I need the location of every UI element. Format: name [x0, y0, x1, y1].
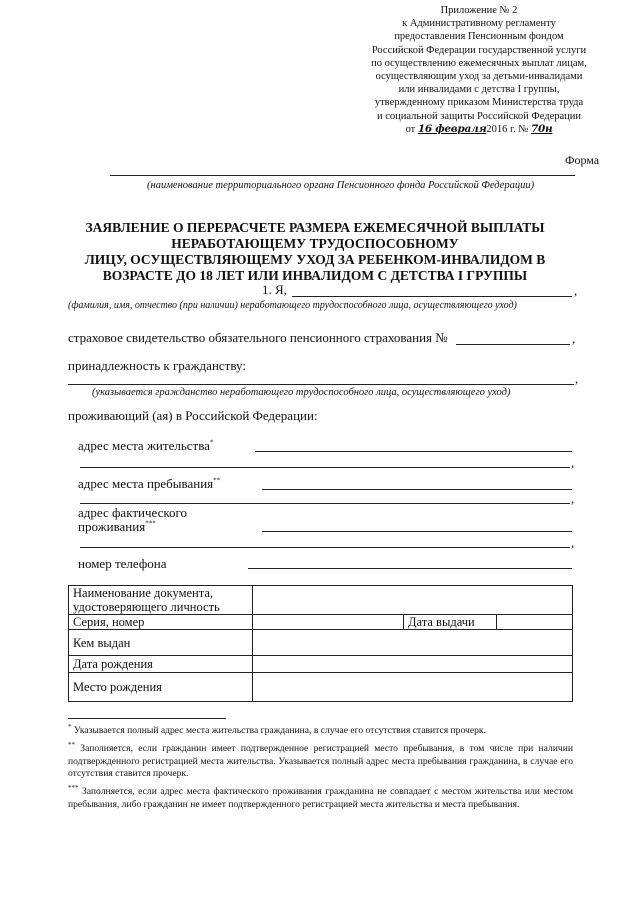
series-label: Серия, номер — [69, 615, 253, 630]
stay-address-field-2[interactable] — [80, 503, 570, 504]
issued-by-label: Кем выдан — [69, 630, 253, 656]
appendix-line: утвержденному приказом Министерства труда — [374, 97, 584, 109]
actual-address-field[interactable] — [262, 531, 572, 532]
phone-field[interactable] — [248, 568, 572, 569]
series-value[interactable] — [253, 615, 404, 630]
handwritten-order-number: 70н — [531, 122, 553, 135]
item1-label: 1. Я, — [262, 282, 287, 297]
full-name-caption: (фамилия, имя, отчество (при наличии) неработающего трудоспособного лица, осуществляющего уход) — [68, 300, 517, 311]
footnote-mark: *** — [145, 519, 156, 528]
title-line: НЕРАБОТАЮЩЕМУ ТРУДОСПОСОБНОМУ — [171, 236, 459, 251]
date-year: 2016 г. № — [486, 123, 529, 135]
table-row — [69, 615, 573, 630]
issued-by-value[interactable] — [253, 630, 573, 656]
citizenship-field[interactable] — [68, 384, 574, 385]
phone-label: номер телефона — [78, 556, 167, 571]
snils-field[interactable] — [456, 344, 570, 345]
issue-date-label: Дата выдачи — [404, 615, 497, 630]
residing-label: проживающий (ая) в Российской Федерации: — [68, 408, 318, 423]
form-label: Форма — [565, 153, 600, 167]
actual-address-label-1: адрес фактического — [78, 505, 188, 520]
title-line: ВОЗРАСТЕ ДО 18 ЛЕТ ИЛИ ИНВАЛИДОМ С ДЕТСТВА I ГРУППЫ — [102, 268, 528, 283]
title-line: ЗАЯВЛЕНИЕ О ПЕРЕРАСЧЕТЕ РАЗМЕРА ЕЖЕМЕСЯЧНОЙ ВЫПЛАТЫ — [85, 220, 545, 235]
appendix-line: или инвалидами с детства I группы, — [398, 84, 560, 96]
organ-caption: (наименование территориального органа Пенсионного фонда Российской Федерации) — [147, 180, 535, 191]
citizenship-label: принадлежность к гражданству: — [68, 358, 246, 373]
doc-name-value[interactable] — [253, 586, 573, 615]
doc-name-label: удостоверяющего личность — [73, 600, 220, 614]
appendix-header — [350, 4, 608, 136]
stay-address-label: адрес места пребывания** — [78, 476, 221, 491]
handwritten-date: 16 февраля — [417, 122, 487, 135]
residence-address-field[interactable] — [255, 451, 572, 452]
appendix-line: по осуществлению ежемесячных выплат лицам, — [371, 57, 587, 69]
residence-address-field-2[interactable] — [80, 467, 570, 468]
title-line: ЛИЦУ, ОСУЩЕСТВЛЯЮЩЕМУ УХОД ЗА РЕБЕНКОМ-ИНВАЛИДОМ В — [84, 252, 546, 267]
table-row — [69, 656, 573, 673]
comma: , — [571, 455, 575, 470]
footnote-1: * Указывается полный адрес места жительства гражданина, в случае его отсутствия ставится прочерк. — [68, 723, 486, 737]
actual-address-label-2: проживания*** — [78, 519, 156, 534]
order-date-line — [350, 123, 608, 136]
appendix-line: осуществляющим уход за детьми-инвалидами — [375, 71, 583, 83]
doc-name-label: Наименование документа, — [73, 586, 214, 600]
comma: , — [574, 283, 578, 298]
full-name-field[interactable] — [292, 296, 572, 297]
footnote-2: ** Заполняется, если гражданин имеет подтвержденное регистрацией место пребывания, в том числе при наличии подтвержденного регистрацией места жительства. Указывается полный адрес места пребывания гражданина, в случае его отсутствия ставится прочерк. — [68, 740, 573, 780]
footnote-3: *** Заполняется, если адрес места фактического проживания гражданина не совпадает с местом жительства или местом пребывания, либо гражданин не имеет подтвержденного регистрацией места жительства и места пребывания. — [68, 783, 573, 810]
footnote-mark: * — [209, 438, 214, 447]
document-title — [60, 220, 570, 284]
birth-place-label: Место рождения — [69, 673, 253, 702]
footnotes — [68, 721, 573, 812]
comma: , — [571, 535, 575, 550]
snils-label: страховое свидетельство обязательного пенсионного страхования № — [68, 330, 448, 345]
table-cell — [69, 586, 253, 615]
actual-address-field-2[interactable] — [80, 547, 570, 548]
appendix-line: Российской Федерации государственной услуги — [371, 44, 587, 56]
comma: , — [572, 331, 576, 346]
comma: , — [575, 371, 579, 386]
stay-address-field[interactable] — [262, 489, 572, 490]
birth-place-value[interactable] — [253, 673, 573, 702]
appendix-line: Приложение № 2 — [440, 5, 518, 16]
citizenship-caption: (указывается гражданство неработающего трудоспособного лица, осуществляющего уход) — [92, 387, 511, 398]
footnote-separator — [68, 718, 226, 719]
residence-address-label: адрес места жительства* — [78, 438, 214, 453]
birth-date-value[interactable] — [253, 656, 573, 673]
appendix-line: предоставления Пенсионным фондом — [394, 31, 564, 43]
table-row — [69, 586, 573, 615]
issue-date-value[interactable] — [497, 615, 573, 630]
table-row — [69, 630, 573, 656]
identity-document-table — [68, 585, 573, 702]
footnote-mark: ** — [213, 476, 221, 485]
birth-date-label: Дата рождения — [69, 656, 253, 673]
date-prefix: от — [405, 123, 416, 135]
table-row — [69, 673, 573, 702]
appendix-line: и социальной защиты Российской Федерации — [376, 110, 582, 122]
appendix-line: к Административному регламенту — [402, 18, 556, 30]
comma: , — [571, 491, 575, 506]
organ-name-field[interactable] — [110, 175, 575, 176]
